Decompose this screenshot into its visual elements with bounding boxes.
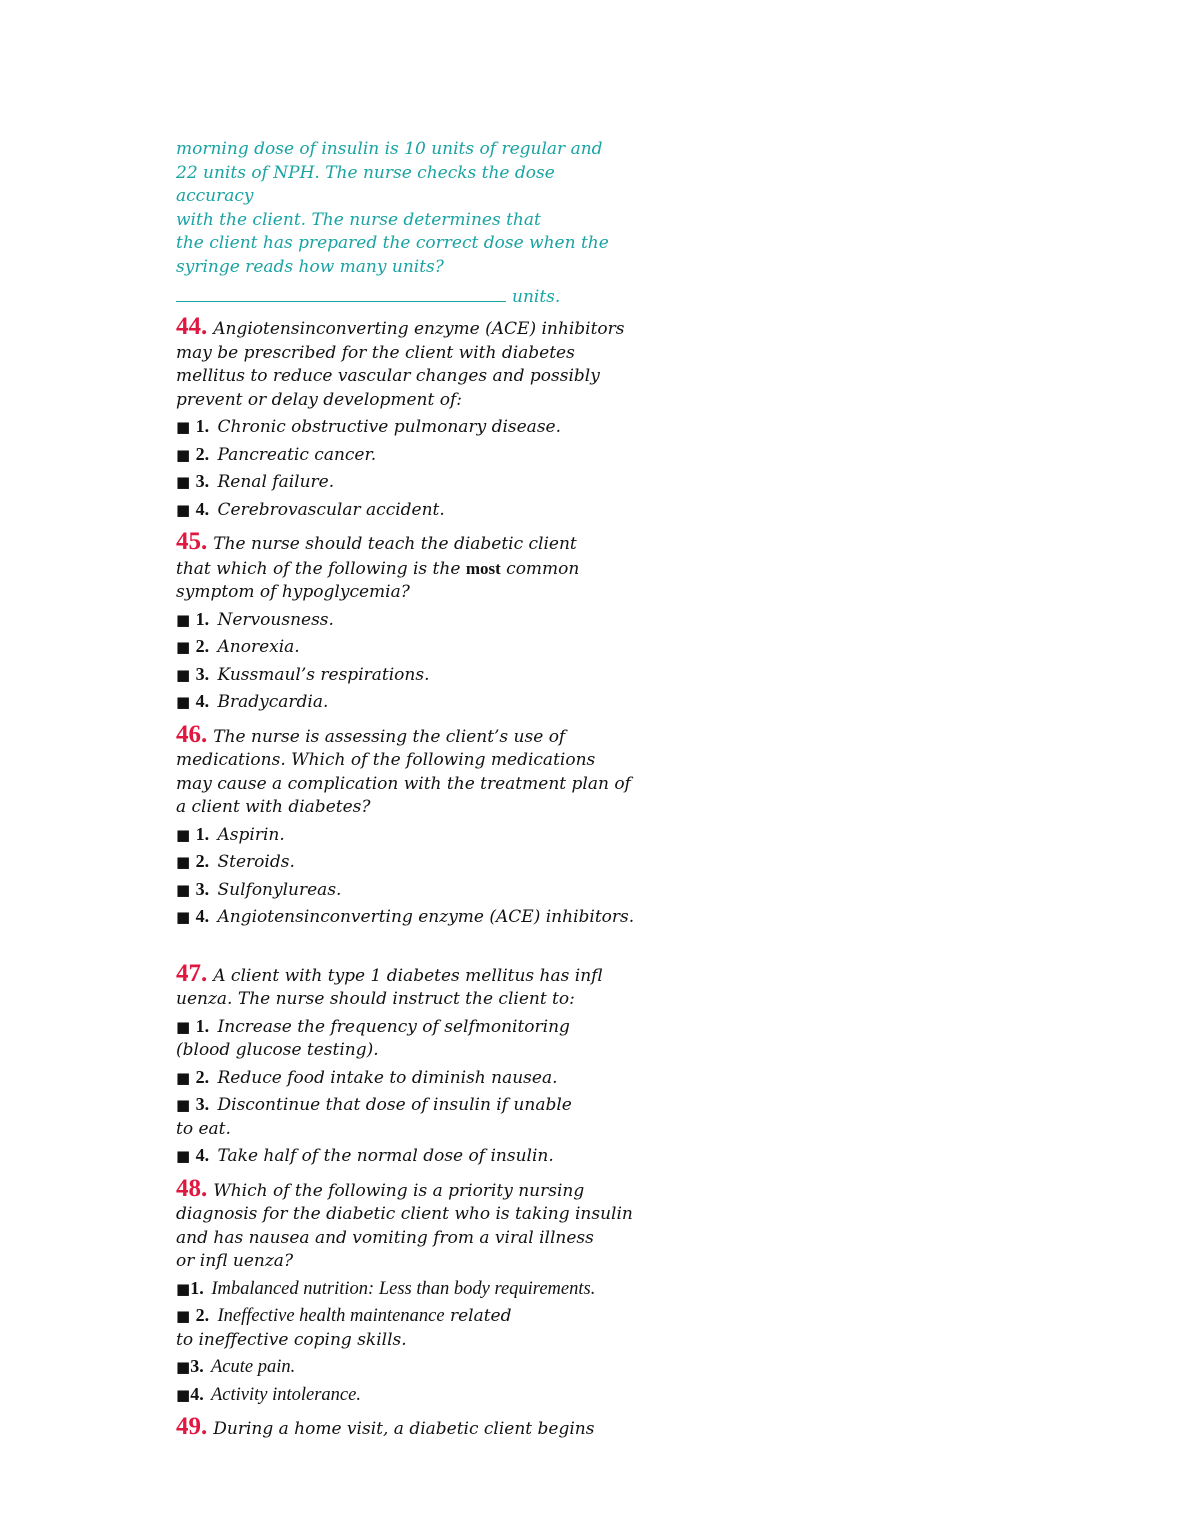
question-line: During a home visit, a diabetic client begins [213,1419,595,1439]
option-text: Bradycardia. [217,692,329,712]
page-column [176,138,636,1442]
checkbox-square-icon[interactable]: ■ [176,638,191,656]
question-text: common [506,558,580,579]
question-45 [176,530,636,605]
checkbox-square-icon[interactable]: ■ [176,1096,191,1114]
option-text: Anorexia. [217,637,300,657]
option-45-3[interactable] [176,663,636,688]
question-line: mellitus to reduce vascular changes and possibly [176,366,600,386]
question-46 [176,720,636,820]
option-number: 2. [195,443,210,464]
option-text: Activity intolerance. [210,1384,361,1405]
question-line: or infl uenza? [176,1251,294,1271]
option-number: 4. [195,1145,210,1165]
option-text-cont: to eat. [176,1118,231,1139]
option-text: Pancreatic cancer. [217,444,377,465]
intro-line: syringe reads how many units? [176,256,444,277]
checkbox-square-icon[interactable]: ■ [176,1307,191,1325]
question-line: Angiotensinconverting enzyme (ACE) inhibitors [213,319,625,339]
option-text: Steroids. [217,852,295,872]
option-text: Take half of the normal dose of insulin. [217,1146,554,1166]
question-number: 49. [176,1413,208,1440]
intro-line: 22 units of NPH. The nurse checks the dose accuracy [176,162,555,206]
question-line: symptom of hypoglycemia? [176,582,410,602]
intro-line: the client has prepared the correct dose when the [176,233,609,253]
question-line: and has nausea and vomiting from a viral illness [176,1227,594,1248]
checkbox-square-icon[interactable]: ■ [176,473,191,491]
option-46-1[interactable] [176,823,636,848]
question-line: medications. Which of the following medications [176,750,596,770]
answer-blank-line [176,287,636,307]
option-text: Aspirin. [217,824,285,845]
question-number: 47. [176,959,208,987]
option-text: Imbalanced nutrition: Less than body requirements. [211,1278,596,1299]
checkbox-square-icon[interactable]: ■ [176,693,191,711]
question-line: may cause a complication with the treatment plan of [176,773,631,794]
option-text: Nervousness. [217,609,334,630]
option-45-1[interactable] [176,608,636,633]
checkbox-square-icon[interactable]: ■ [176,1279,191,1298]
option-text: Increase the frequency of selfmonitoring [217,1016,570,1037]
option-48-1[interactable] [176,1277,636,1302]
option-number: 4. [195,906,210,926]
checkbox-square-icon[interactable]: ■ [176,445,191,464]
question-number: 45. [176,528,208,555]
intro-line: with the client. The nurse determines that [176,209,541,230]
option-46-4[interactable] [176,905,636,930]
question-line: The nurse should teach the diabetic client [213,534,577,554]
question-line: Which of the following is a priority nursing [213,1180,585,1201]
option-number: 1. [195,608,210,629]
question-line: a client with diabetes? [176,797,371,817]
option-number: 2. [195,1066,210,1087]
option-45-2[interactable] [176,635,636,660]
question-49 [176,1415,636,1442]
checkbox-square-icon[interactable]: ■ [176,1017,191,1036]
option-text: Kussmaul’s respirations. [217,664,430,685]
option-44-4[interactable] [176,498,636,523]
option-44-2[interactable] [176,443,636,468]
option-47-1[interactable] [176,1015,636,1063]
option-number: 3. [195,1094,210,1114]
checkbox-square-icon[interactable]: ■ [176,908,191,926]
option-48-3[interactable] [176,1355,636,1380]
question-number: 44. [176,313,208,340]
option-number: 1. [195,1015,210,1036]
checkbox-square-icon[interactable]: ■ [176,1068,191,1087]
checkbox-square-icon[interactable]: ■ [176,418,191,436]
option-number: 3. [190,1356,204,1376]
checkbox-square-icon[interactable]: ■ [176,853,191,871]
option-47-2[interactable] [176,1066,636,1091]
question-44 [176,315,636,412]
option-text: Renal failure. [217,472,335,492]
option-text: Acute pain. [210,1357,296,1377]
checkbox-square-icon[interactable]: ■ [176,1147,191,1165]
question-number: 46. [176,720,208,748]
option-number: 1. [190,1277,204,1298]
option-number: 2. [195,636,210,656]
option-text: Sulfonylureas. [217,879,342,900]
question-line: diagnosis for the diabetic client who is taking insulin [176,1204,633,1224]
option-text: Ineffective health maintenance [217,1306,445,1326]
spacer [176,930,636,954]
option-number: 4. [195,691,210,711]
option-45-4[interactable] [176,690,636,715]
option-text-cont: (blood glucose testing). [176,1040,379,1060]
option-text: Reduce food intake to diminish nausea. [217,1067,558,1088]
checkbox-square-icon[interactable]: ■ [176,500,191,519]
option-text: Angiotensinconverting enzyme (ACE) inhibitors. [217,907,635,927]
option-47-4[interactable] [176,1144,636,1169]
question-line: The nurse is assessing the client’s use of [213,726,566,747]
checkbox-square-icon[interactable]: ■ [176,665,191,684]
option-text: Discontinue that dose of insulin if unable [217,1095,572,1115]
question-47 [176,959,636,1012]
option-number: 2. [195,851,210,871]
question-line: prevent or delay development of: [176,389,462,410]
checkbox-square-icon[interactable]: ■ [176,825,191,844]
checkbox-square-icon[interactable]: ■ [176,1385,191,1404]
option-47-3[interactable] [176,1093,636,1141]
option-number: 3. [195,471,210,491]
question-line: may be prescribed for the client with diabetes [176,342,575,363]
option-number: 3. [195,663,210,684]
question-line: uenza. The nurse should instruct the client to: [176,989,575,1009]
option-number: 1. [195,823,210,844]
option-46-3[interactable] [176,878,636,903]
option-text-cont: to ineffective coping skills. [176,1329,407,1350]
option-48-2[interactable] [176,1304,636,1352]
checkbox-square-icon[interactable]: ■ [176,880,191,899]
answer-suffix: units. [512,287,561,307]
checkbox-square-icon[interactable]: ■ [176,1358,191,1376]
question-number: 48. [176,1174,208,1202]
intro-line: morning dose of insulin is 10 units of regular and [176,139,603,159]
answer-blank[interactable] [176,287,506,302]
intro-text [176,138,636,279]
option-44-3[interactable] [176,470,636,495]
option-44-1[interactable] [176,415,636,440]
option-number: 3. [195,878,210,899]
option-text: related [449,1306,512,1326]
question-48 [176,1174,636,1274]
checkbox-square-icon[interactable]: ■ [176,610,191,629]
emphasis-most: most [465,558,501,578]
question-line: A client with type 1 diabetes mellitus has infl [213,965,603,986]
question-text: that which of the following is the [176,558,461,579]
option-text: Chronic obstructive pulmonary disease. [217,417,562,437]
option-number: 2. [195,1305,210,1325]
option-number: 4. [190,1383,204,1404]
option-text: Cerebrovascular accident. [217,499,445,520]
option-number: 4. [195,498,210,519]
option-48-4[interactable] [176,1383,636,1408]
option-46-2[interactable] [176,850,636,875]
option-number: 1. [195,416,210,436]
